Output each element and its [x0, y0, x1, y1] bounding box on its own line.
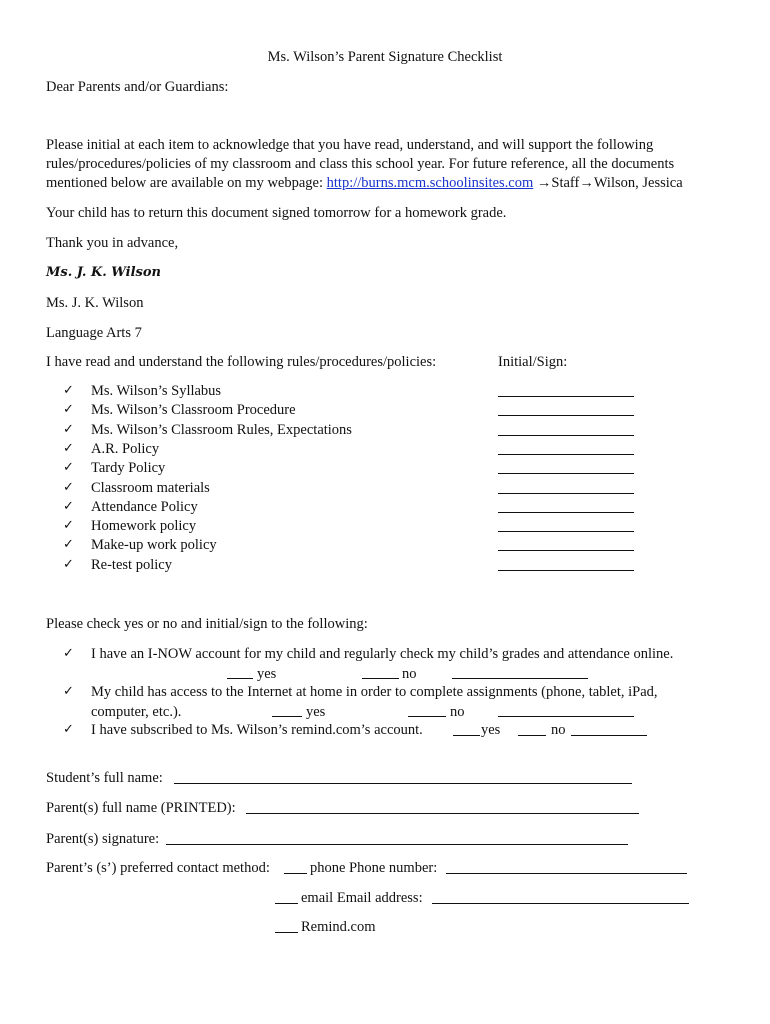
yes-label: yes: [257, 666, 277, 682]
yes-label: yes: [481, 722, 501, 738]
initial-sign-blank[interactable]: [498, 716, 634, 717]
check-icon: ✓: [63, 383, 74, 398]
student-name-label: Student’s full name:: [46, 770, 163, 786]
thanks: Thank you in advance,: [46, 235, 179, 251]
checklist-item: Attendance Policy: [91, 499, 198, 515]
remind-option-blank[interactable]: [275, 932, 298, 933]
question-internet-line-1: My child has access to the Internet at home in order to complete assignments (phone, tablet, iPad,: [91, 684, 658, 700]
check-icon: ✓: [63, 460, 74, 475]
question-internet-line-2: computer, etc.).: [91, 704, 182, 720]
return-note: Your child has to return this document signed tomorrow for a homework grade.: [46, 205, 507, 221]
checklist-item: A.R. Policy: [91, 441, 160, 457]
check-icon: ✓: [63, 557, 74, 572]
yes-blank[interactable]: [453, 735, 480, 736]
yes-no-heading: Please check yes or no and initial/sign to the following:: [46, 616, 368, 632]
no-label: no: [551, 722, 566, 738]
initial-sign-blank[interactable]: [571, 735, 647, 736]
checklist-heading: I have read and understand the following rules/procedures/policies:: [46, 354, 437, 370]
student-name-field[interactable]: [174, 783, 632, 784]
check-icon: ✓: [63, 537, 74, 552]
parent-signature-field[interactable]: [166, 844, 628, 845]
no-blank[interactable]: [362, 678, 399, 679]
teacher-name: Wilson, Jessica: [593, 175, 683, 191]
checklist-item: Tardy Policy: [91, 460, 166, 476]
initial-sign-field[interactable]: [498, 531, 634, 532]
intro-line-1: Please initial at each item to acknowledge that you have read, understand, and will support the following: [46, 137, 654, 153]
intro-line-3: [46, 176, 683, 191]
arrow-icon: →: [536, 175, 552, 191]
intro-line-3-text: mentioned below are available on my webpage:: [46, 175, 327, 191]
initial-sign-field[interactable]: [498, 396, 634, 397]
check-icon: ✓: [63, 684, 74, 699]
initial-sign-header: Initial/Sign:: [498, 354, 568, 370]
checklist-item: Ms. Wilson’s Classroom Rules, Expectations: [91, 422, 352, 438]
page-title: Ms. Wilson’s Parent Signature Checklist: [267, 49, 503, 65]
intro-line-2: rules/procedures/policies of my classroom and class this school year. For future reference, all the documents: [46, 156, 675, 172]
teacher-signature: Ms. J. K. Wilson: [46, 265, 161, 280]
parent-name-label: Parent(s) full name (PRINTED):: [46, 800, 236, 816]
parent-signature-label: Parent(s) signature:: [46, 831, 160, 847]
no-blank[interactable]: [518, 735, 546, 736]
checklist-item: Homework policy: [91, 518, 197, 534]
initial-sign-blank[interactable]: [452, 678, 588, 679]
parent-name-field[interactable]: [246, 813, 639, 814]
checklist-item: Classroom materials: [91, 480, 210, 496]
yes-blank[interactable]: [227, 678, 253, 679]
check-icon: ✓: [63, 402, 74, 417]
initial-sign-field[interactable]: [498, 570, 634, 571]
arrow-icon: →: [579, 175, 594, 191]
remind-option-label: Remind.com: [301, 919, 376, 935]
initial-sign-field[interactable]: [498, 435, 634, 436]
greeting: Dear Parents and/or Guardians:: [46, 79, 229, 95]
initial-sign-field[interactable]: [498, 493, 634, 494]
check-icon: ✓: [63, 646, 74, 661]
contact-method-label: Parent’s (s’) preferred contact method:: [46, 860, 270, 876]
phone-number-field[interactable]: [446, 873, 687, 874]
check-icon: ✓: [63, 499, 74, 514]
teacher-name-printed: Ms. J. K. Wilson: [46, 295, 144, 311]
initial-sign-field[interactable]: [498, 415, 634, 416]
checklist-item: Ms. Wilson’s Syllabus: [91, 383, 222, 399]
yes-blank[interactable]: [272, 716, 302, 717]
check-icon: ✓: [63, 722, 74, 737]
initial-sign-field[interactable]: [498, 512, 634, 513]
staff-label: Staff: [551, 175, 580, 191]
initial-sign-field[interactable]: [498, 473, 634, 474]
question-inow: I have an I-NOW account for my child and regularly check my child’s grades and attendance online.: [91, 646, 674, 662]
webpage-link[interactable]: http://burns.mcm.schoolinsites.com: [326, 175, 534, 191]
phone-option-blank[interactable]: [284, 873, 307, 874]
check-icon: ✓: [63, 480, 74, 495]
phone-option-label: phone Phone number:: [310, 860, 438, 876]
initial-sign-field[interactable]: [498, 550, 634, 551]
yes-label: yes: [306, 704, 326, 720]
email-option-blank[interactable]: [275, 903, 298, 904]
check-icon: ✓: [63, 422, 74, 437]
initial-sign-field[interactable]: [498, 454, 634, 455]
no-label: no: [402, 666, 417, 682]
email-option-label: email Email address:: [301, 890, 423, 906]
email-address-field[interactable]: [432, 903, 689, 904]
check-icon: ✓: [63, 518, 74, 533]
check-icon: ✓: [63, 441, 74, 456]
subject: Language Arts 7: [46, 325, 142, 341]
checklist-item: Ms. Wilson’s Classroom Procedure: [91, 402, 296, 418]
checklist-item: Re-test policy: [91, 557, 172, 573]
question-remind: I have subscribed to Ms. Wilson’s remind.com’s account.: [91, 722, 423, 738]
no-blank[interactable]: [408, 716, 446, 717]
no-label: no: [450, 704, 465, 720]
checklist-item: Make-up work policy: [91, 537, 217, 553]
